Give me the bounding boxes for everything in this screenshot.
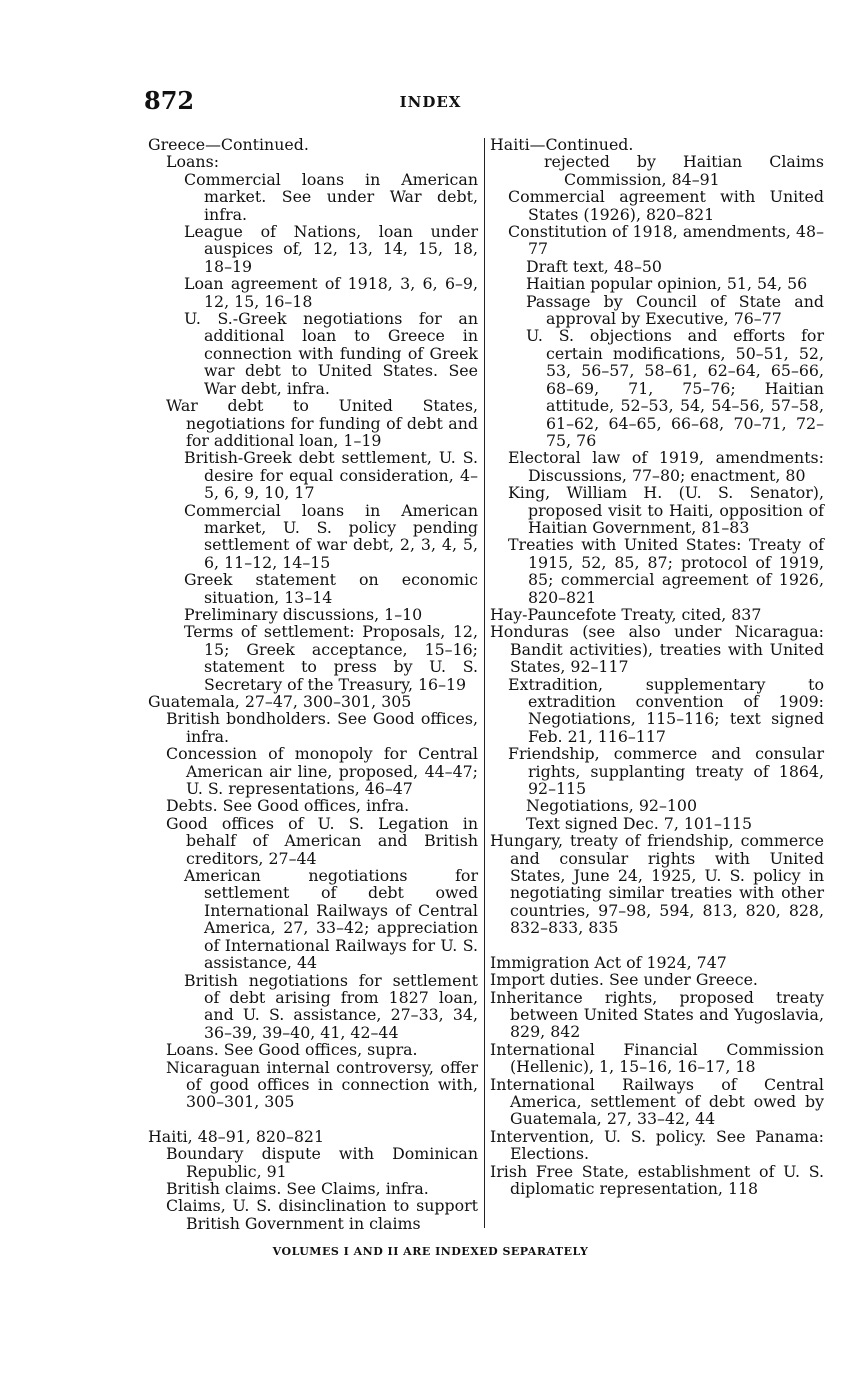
index-entry: Haitian popular opinion, 51, 54, 56 (526, 274, 808, 294)
index-entry: Constitution of 1918, amendments, 48–77 (508, 222, 824, 259)
index-entry: Hungary, treaty of friendship, commerce and consular rights with United States, June 24, 1925, U. S. policy in negotiating similar treaties with other countries, 97–98, 594, 813, 820, 828, 832–833, 835 (490, 831, 824, 938)
index-entry: Immigration Act of 1924, 747 (490, 952, 727, 972)
index-entry: Passage by Council of State and approval by Executive, 76–77 (526, 291, 824, 329)
index-entry: Haiti—Continued. (490, 135, 634, 154)
index-entry: League of Nations, loan under auspices of, 12, 13, 14, 15, 18, 18–19 (184, 222, 478, 276)
index-entry: Concession of monopoly for Central American air line, proposed, 44–47; U. S. representations, 46–47 (166, 744, 478, 799)
index-entry: Draft text, 48–50 (526, 256, 662, 276)
index-entry: Treaties with United States: Treaty of 1915, 52, 85, 87; protocol of 1919, 85; commercial agreement of 1926, 820–821 (508, 535, 824, 607)
index-entry: Claims, U. S. disinclination to support British Government in claims (166, 1196, 478, 1233)
index-entry: Extradition, supplementary to extradition convention of 1909: Negotiations, 115–116; text signed Feb. 21, 116–117 (508, 674, 824, 746)
index-entry: International Railways of Central America, settlement of debt owed by Guatemala, 27, 33–42, 44 (490, 1074, 824, 1129)
index-entry: Guatemala, 27–47, 300–301, 305 (148, 692, 412, 711)
index-entry: Electoral law of 1919, amendments: Discussions, 77–80; enactment, 80 (508, 448, 824, 485)
index-entry: U. S.-Greek negotiations for an additional loan to Greece in connection with funding of Greek war debt to United States. See War debt, infra. (184, 309, 478, 398)
footer-note: VOLUMES I AND II ARE INDEXED SEPARATELY (272, 1245, 589, 1258)
index-entry: Negotiations, 92–100 (526, 796, 697, 816)
index-entry: American negotiations for settlement of debt owed International Railways of Central America, 27, 33–42; appreciation of International Railways for U. S. assistance, 44 (184, 866, 478, 973)
index-entry: Hay-Pauncefote Treaty, cited, 837 (490, 604, 762, 624)
index-entry: Text signed Dec. 7, 101–115 (526, 813, 753, 833)
index-entry: Haiti, 48–91, 820–821 (148, 1126, 325, 1146)
index-entry: Loans: (166, 152, 220, 172)
index-entry: Loans. See Good offices, supra. (166, 1040, 418, 1060)
index-entry: British-Greek debt settlement, U. S. desire for equal consideration, 4–5, 6, 9, 10, 17 (184, 448, 478, 503)
index-entry: Friendship, commerce and consular rights, supplanting treaty of 1864, 92–115 (508, 744, 824, 799)
index-column-left (148, 136, 478, 1232)
index-entry: Import duties. See under Greece. (490, 970, 758, 990)
index-entry: British claims. See Claims, infra. (166, 1178, 429, 1198)
index-entry: Intervention, U. S. policy. See Panama: Elections. (490, 1126, 824, 1164)
index-entry: Irish Free State, establishment of U. S. diplomatic representation, 118 (490, 1161, 824, 1198)
running-head: INDEX (399, 93, 462, 111)
index-entry: rejected by Haitian Claims Commission, 84–91 (544, 152, 824, 189)
index-entry: U. S. objections and efforts for certain modifications, 50–51, 52, 53, 56–57, 58–61, 62–64, 65–66, 68–69, 71, 75–76; Haitian attitude, 52–53, 54, 54–56, 57–58, 61–62, 64–65, 66–68, 70–71, 72–75, 76 (526, 326, 824, 450)
index-entry: British bondholders. See Good offices, infra. (166, 709, 478, 746)
index-entry: Greece—Continued. (148, 135, 309, 154)
index-entry: Debts. See Good offices, infra. (166, 796, 410, 816)
index-entry: Commercial loans in American market. See under War debt, infra. (184, 169, 478, 224)
page-number: 872 (144, 86, 195, 115)
index-entry: Preliminary discussions, 1–10 (184, 604, 423, 624)
index-entry: British negotiations for settlement of debt arising from 1827 loan, and U. S. assistance, 27–33, 34, 36–39, 39–40, 41, 42–44 (184, 970, 478, 1042)
index-column-right (490, 136, 824, 1197)
index-entry: Inheritance rights, proposed treaty between United States and Yugoslavia, 829, 842 (490, 987, 824, 1042)
index-entry: Greek statement on economic situation, 13–14 (184, 570, 478, 607)
index-entry: Commercial agreement with United States (1926), 820–821 (508, 187, 824, 224)
index-entry: Boundary dispute with Dominican Republic, 91 (166, 1144, 478, 1181)
index-entry: King, William H. (U. S. Senator), proposed visit to Haiti, opposition of Haitian Government, 81–83 (508, 483, 824, 537)
index-entry: Nicaraguan internal controversy, offer of good offices in connection with, 300–301, 305 (166, 1057, 478, 1112)
index-entry: Commercial loans in American market, U. S. policy pending settlement of war debt, 2, 3, 4, 5, 6, 11–12, 14–15 (184, 500, 478, 572)
index-entry: Good offices of U. S. Legation in behalf of American and British creditors, 27–44 (166, 813, 478, 868)
index-entry: Honduras (see also under Nicaragua: Bandit activities), treaties with United States, 92–117 (490, 622, 824, 677)
index-entry: International Financial Commission (Hellenic), 1, 15–16, 16–17, 18 (490, 1039, 824, 1077)
index-entry: Loan agreement of 1918, 3, 6, 6–9, 12, 15, 16–18 (184, 274, 478, 311)
index-entry: War debt to United States, negotiations for funding of debt and for additional loan, 1–19 (166, 396, 478, 450)
index-entry: Terms of settlement: Proposals, 12, 15; Greek acceptance, 15–16; statement to press by U. S. Secretary of the Treasury, 16–19 (184, 622, 478, 694)
column-divider (484, 138, 485, 1228)
